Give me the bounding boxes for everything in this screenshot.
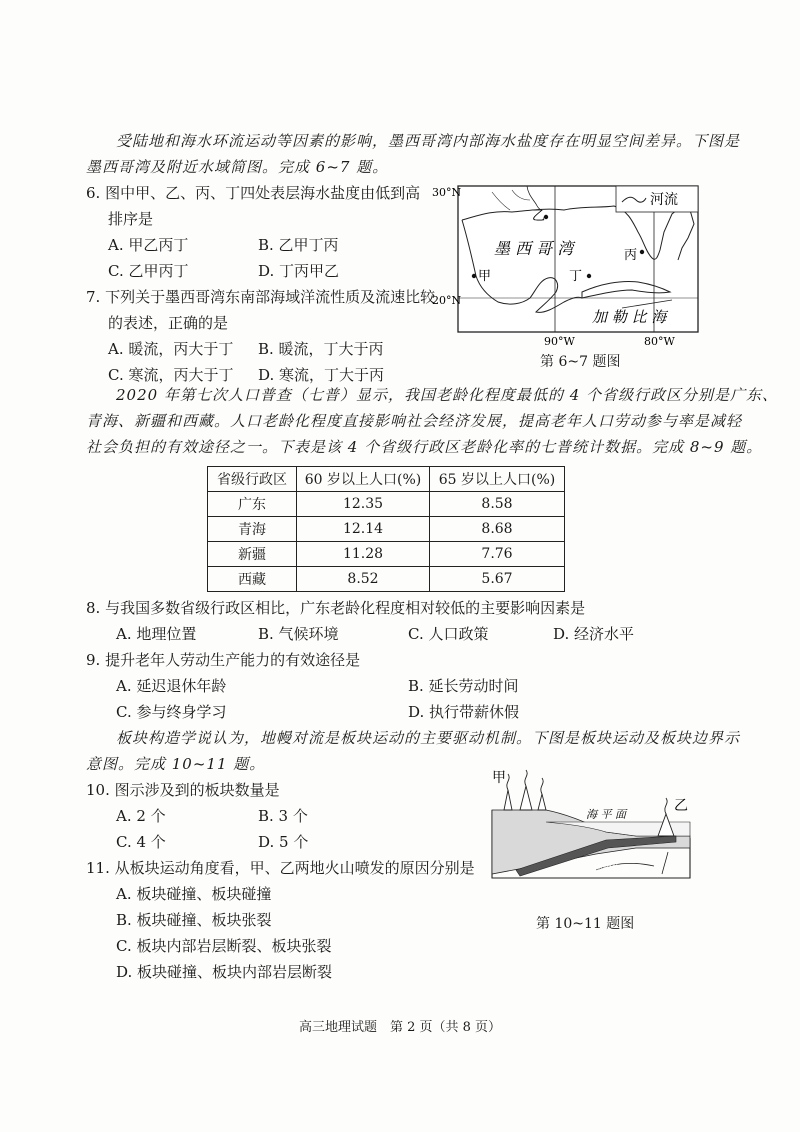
table-cell-65plus: 5.67: [430, 567, 565, 592]
table-cell-60plus: 8.52: [297, 567, 430, 592]
table-cell-region: 西藏: [208, 567, 297, 592]
question-10-option-a[interactable]: A. 2 个: [116, 807, 166, 825]
map-lat-20n: 20°N: [432, 294, 462, 307]
question-11-option-b[interactable]: B. 板块碰撞、板块张裂: [116, 911, 272, 929]
plate-yi-label: 乙: [674, 798, 688, 814]
plate-upwelling-arrow: [662, 852, 668, 874]
question-11-stem: 11. 从板块运动角度看，甲、乙两地火山喷发的原因分别是: [86, 859, 475, 877]
question-10-option-d[interactable]: D. 5 个: [258, 833, 309, 851]
table-cell-region: 青海: [208, 517, 297, 542]
plate-jia-label: 甲: [492, 770, 506, 786]
page-footer: 高三地理试题 第 2 页（共 8 页）: [298, 1020, 502, 1035]
point-yi-label: 乙: [532, 209, 546, 224]
map-caribbean-label: 加 勒 比 海: [592, 308, 667, 326]
question-9-option-a[interactable]: A. 延迟退休年龄: [116, 677, 227, 695]
question-7-option-c[interactable]: C. 寒流，丙大于丁: [108, 366, 234, 384]
question-8-option-a[interactable]: A. 地理位置: [116, 625, 197, 643]
intro-6-7-line1: 受陆地和海水环流运动等因素的影响，墨西哥湾内部海水盐度存在明显空间差异。下图是: [116, 132, 741, 150]
question-11-option-c[interactable]: C. 板块内部岩层断裂、板块张裂: [116, 937, 332, 955]
map-caption: 第 6~7 题图: [540, 354, 621, 370]
question-8-option-d[interactable]: D. 经济水平: [553, 625, 635, 643]
intro-8-9-line2: 青海、新疆和西藏。人口老龄化程度直接影响社会经济发展，提高老年人口劳动参与率是减轻: [86, 412, 743, 430]
plate-boundary-diagram: [486, 770, 696, 905]
point-ding-marker: [587, 274, 591, 278]
table-row: [208, 492, 565, 517]
map-gulf-label: 墨 西 哥 湾: [494, 239, 574, 258]
table-header-row: [208, 467, 565, 492]
intro-10-11-line2: 意图。完成 10~11 题。: [86, 755, 266, 773]
question-6-option-d[interactable]: D. 丁丙甲乙: [258, 262, 340, 280]
table-cell-60plus: 11.28: [297, 542, 430, 567]
question-9-option-c[interactable]: C. 参与终身学习: [116, 703, 227, 721]
question-7-option-a[interactable]: A. 暖流，丙大于丁: [108, 340, 234, 358]
point-jia-label: 甲: [478, 269, 492, 284]
intro-8-9-line3: 社会负担的有效途径之一。下表是该 4 个省级行政区老龄化率的七普统计数据。完成 8~9 题。: [86, 438, 763, 456]
table-cell-65plus: 8.68: [430, 517, 565, 542]
table-cell-60plus: 12.35: [297, 492, 430, 517]
table-header-65plus: 65 岁以上人口(%): [430, 467, 565, 492]
table-header-60plus: 60 岁以上人口(%): [297, 467, 430, 492]
question-6-option-a[interactable]: A. 甲乙丙丁: [108, 236, 189, 254]
map-lon-90w: 90°W: [544, 335, 575, 348]
question-7-option-b[interactable]: B. 暖流，丁大于丙: [258, 340, 384, 358]
table-cell-region: 新疆: [208, 542, 297, 567]
question-8-stem: 8. 与我国多数省级行政区相比，广东老龄化程度相对较低的主要影响因素是: [86, 599, 586, 617]
point-bing-marker: [640, 250, 644, 254]
table-row: [208, 567, 565, 592]
map-lon-80w: 80°W: [644, 335, 675, 348]
question-7-stem-line2: 的表述，正确的是: [108, 314, 229, 332]
intro-10-11-line1: 板块构造学说认为，地幔对流是板块运动的主要驱动机制。下图是板块运动及板块边界示: [116, 729, 741, 747]
point-jia-marker: [472, 274, 476, 278]
question-11-option-d[interactable]: D. 板块碰撞、板块内部岩层断裂: [116, 963, 333, 981]
question-9-stem: 9. 提升老年人劳动生产能力的有效途径是: [86, 651, 361, 669]
map-legend-label: 河流: [650, 192, 678, 208]
question-10-option-c[interactable]: C. 4 个: [116, 833, 166, 851]
question-8-option-b[interactable]: B. 气候环境: [258, 625, 339, 643]
point-bing-label: 丙: [624, 248, 638, 263]
question-10-option-b[interactable]: B. 3 个: [258, 807, 308, 825]
question-6-option-c[interactable]: C. 乙甲丙丁: [108, 262, 189, 280]
table-header-region: 省级行政区: [208, 467, 297, 492]
question-6-option-b[interactable]: B. 乙甲丁丙: [258, 236, 339, 254]
plate-caption: 第 10~11 题图: [536, 916, 635, 932]
table-cell-65plus: 7.76: [430, 542, 565, 567]
question-10-stem: 10. 图示涉及到的板块数量是: [86, 781, 280, 799]
table-cell-region: 广东: [208, 492, 297, 517]
question-7-option-d[interactable]: D. 寒流，丁大于丙: [258, 366, 385, 384]
table-cell-60plus: 12.14: [297, 517, 430, 542]
intro-8-9-line1: 2020 年第七次人口普查（七普）显示，我国老龄化程度最低的 4 个省级行政区分别是广东、: [116, 386, 779, 404]
yi-eruption-plume-icon: [665, 798, 667, 814]
sea-level-label: 海 平 面: [586, 808, 626, 821]
aging-rate-table: [207, 466, 565, 592]
question-8-option-c[interactable]: C. 人口政策: [408, 625, 489, 643]
question-9-option-d[interactable]: D. 执行带薪休假: [408, 703, 520, 721]
question-9-option-b[interactable]: B. 延长劳动时间: [408, 677, 519, 695]
mantle-label: 地幔物质: [594, 865, 631, 875]
table-cell-65plus: 8.58: [430, 492, 565, 517]
question-6-stem-line1: 6. 图中甲、乙、丙、丁四处表层海水盐度由低到高: [86, 184, 421, 202]
question-6-stem-line2: 排序是: [108, 210, 154, 228]
table-row: [208, 517, 565, 542]
table-row: [208, 542, 565, 567]
question-11-option-a[interactable]: A. 板块碰撞、板块碰撞: [116, 885, 272, 903]
gulf-of-mexico-map: [432, 180, 702, 348]
point-ding-label: 丁: [569, 269, 583, 284]
map-lat-30n: 30°N: [432, 186, 462, 199]
question-7-stem-line1: 7. 下列关于墨西哥湾东南部海域洋流性质及流速比较: [86, 288, 436, 306]
intro-6-7-line2: 墨西哥湾及附近水域简图。完成 6~7 题。: [86, 158, 389, 176]
jia-volcano-icon: [504, 786, 546, 810]
